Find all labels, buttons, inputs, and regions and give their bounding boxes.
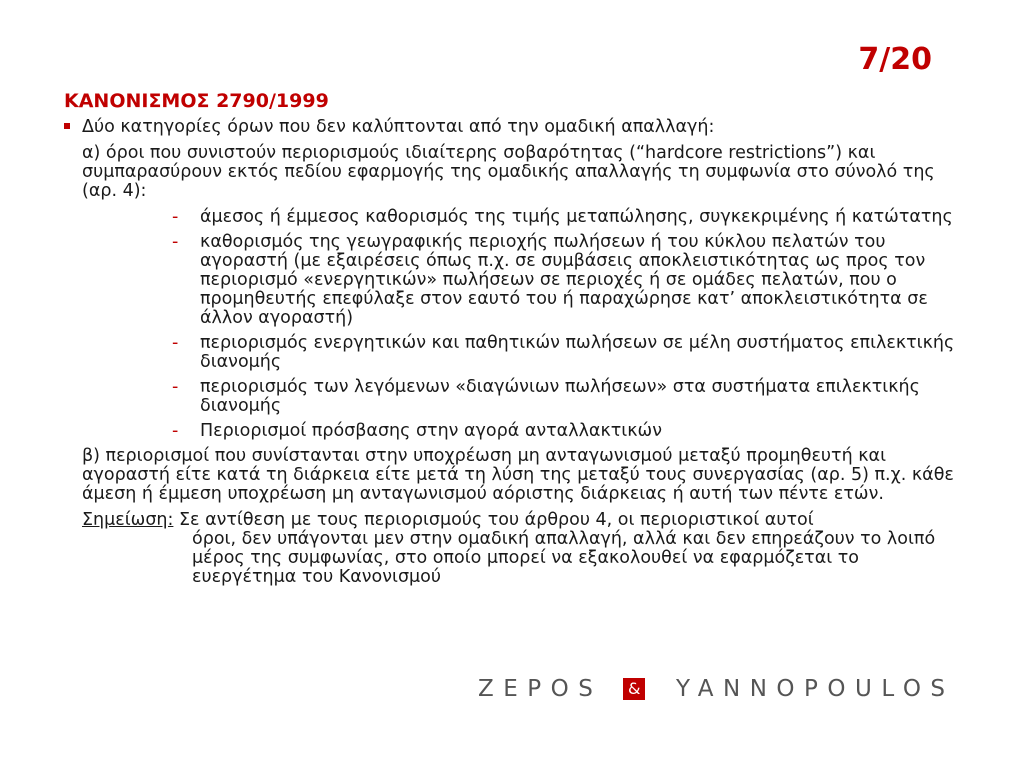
dash-list-item [64,378,964,416]
paragraph-b: β) περιορισμοί που συνίστανται στην υποχρέωση μη ανταγωνισμού μεταξύ προμηθευτή και αγοραστή είτε κατά τη διάρκεια είτε μετά τη λύση της μεταξύ τους συνεργασίας (αρ. 5) π.χ. κάθε άμεση ή έμμεση υποχρέωση μη ανταγωνισμού αόριστης διάρκειας ή αυτή των πέντε ετών. [82,446,954,504]
dash-list-item [64,233,964,328]
dash-list-item [64,334,964,372]
dash-icon: - [172,377,179,397]
note-rest-text: όροι, δεν υπάγονται μεν στην ομαδική απαλλαγή, αλλά και δεν επηρεάζουν το λοιπό μέρος της συμφωνίας, στο οποίο μπορεί να εξακολουθεί να εφαρμόζεται το ευεργέτημα του Κανονισμού [192,529,936,587]
dash-item-text: καθορισμός της γεωγραφικής περιοχής πωλήσεων ή του κύκλου πελατών του αγοραστή (με εξαιρέσεις όπως π.χ. σε συμβάσεις αποκλειστικότητας ως προς τον περιορισμό «ενεργητικών» πωλήσεων σε περιοχές ή σε ομάδες πελατών, που ο προμηθευτής επεφύλαξε στον εαυτό του ή παραχώρησε κατ’ αποκλειστικότητα σε άλλον αγοραστή) [200,232,928,328]
note-label: Σημείωση: [82,510,174,530]
dash-item-text: περιορισμός ενεργητικών και παθητικών πωλήσεων σε μέλη συστήματος επιλεκτικής διανομής [200,333,955,372]
bullet-item [64,118,964,137]
logo-left-word: ZEPOS [478,676,603,702]
dash-item-text: περιορισμός των λεγόμενων «διαγώνιων πωλήσεων» στα συστήματα επιλεκτικής διανομής [200,377,920,416]
bullet-text: Δύο κατηγορίες όρων που δεν καλύπτονται από την ομαδική απαλλαγή: [82,117,715,137]
dash-icon: - [172,333,179,353]
logo-right-word: YANNOPOULOS [676,676,955,702]
logo-ampersand-icon: & [623,678,645,700]
footer-logo [478,676,955,702]
slide-title: ΚΑΝΟΝΙΣΜΟΣ 2790/1999 [64,90,329,112]
note-first-line [82,511,964,530]
dash-icon: - [172,207,179,227]
slide-body [64,118,964,587]
dash-item-text: άμεσος ή έμμεσος καθορισμός της τιμής μεταπώλησης, συγκεκριμένης ή κατώτατης [200,207,953,227]
note-block [64,511,964,587]
dash-list-item [64,422,964,441]
dash-list-item [64,208,964,227]
page-number: 7/20 [858,42,932,77]
dash-icon: - [172,421,179,441]
square-bullet-icon [64,123,70,129]
note-first-text: Σε αντίθεση με τους περιορισμούς του άρθρου 4, οι περιοριστικοί αυτοί [178,510,814,530]
paragraph-a: α) όροι που συνιστούν περιορισμούς ιδιαίτερης σοβαρότητας (“hardcore restrictions”) και συμπαρασύρουν εκτός πεδίου εφαρμογής της ομαδικής απαλλαγής τη συμφωνία στο σύνολό της (αρ. 4): [82,143,935,201]
dash-icon: - [172,232,179,252]
dash-item-text: Περιορισμοί πρόσβασης στην αγορά ανταλλακτικών [200,421,662,441]
